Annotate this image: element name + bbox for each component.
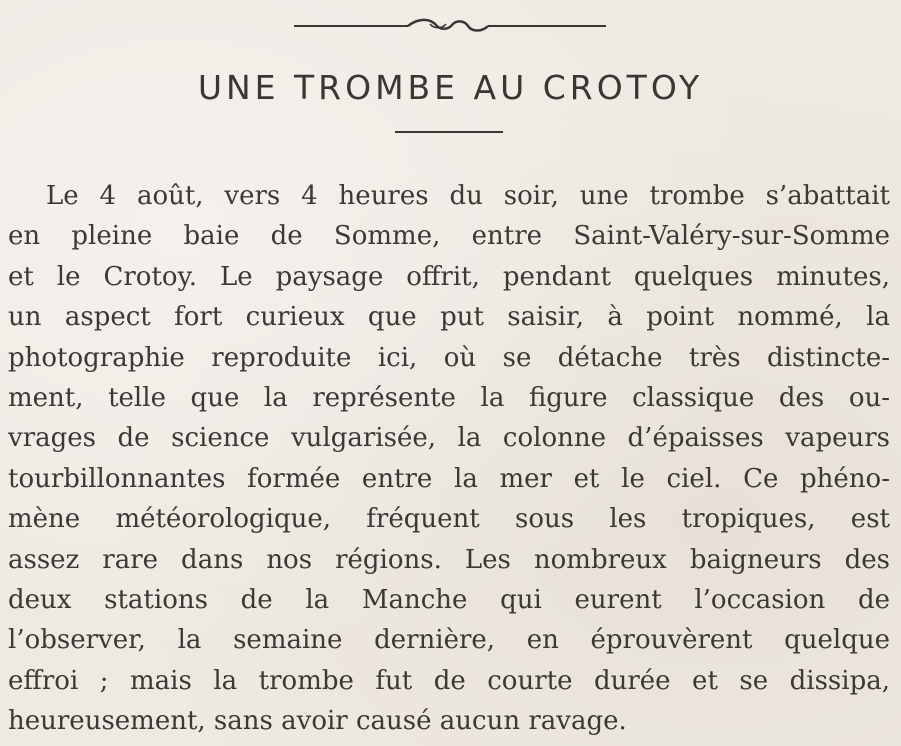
title-underline xyxy=(395,131,503,133)
body-line: effroi ; mais la trombe fut de courte durée et se dissipa, xyxy=(8,665,890,696)
article-body xyxy=(8,176,890,741)
body-line: heureusement, sans avoir causé aucun ravage. xyxy=(8,706,627,737)
body-line: assez rare dans nos régions. Les nombreux baigneurs des xyxy=(8,544,890,575)
body-line: un aspect fort curieux que put saisir, à point nommé, la xyxy=(8,302,890,333)
body-line: mène météorologique, fréquent sous les tropiques, est xyxy=(8,504,890,535)
body-line: deux stations de la Manche qui eurent l’occasion de xyxy=(8,584,890,615)
body-line: photographie reproduite ici, où se détache très distincte- xyxy=(8,342,890,373)
body-line: et le Crotoy. Le paysage offrit, pendant quelques minutes, xyxy=(8,261,890,292)
body-line: tourbillonnantes formée entre la mer et le ciel. Ce phéno- xyxy=(8,463,890,494)
body-line: en pleine baie de Somme, entre Saint-Valéry-sur-Somme xyxy=(8,221,890,252)
article-title: UNE TROMBE AU CROTOY xyxy=(197,68,704,107)
body-line: Le 4 août, vers 4 heures du soir, une trombe s’abattait xyxy=(46,181,890,211)
body-line: vrages de science vulgarisée, la colonne d’épaisses vapeurs xyxy=(8,423,890,454)
body-line: ment, telle que la représente la figure classique des ou- xyxy=(8,382,890,413)
body-line: l’observer, la semaine dernière, en éprouvèrent quelque xyxy=(8,625,890,656)
ornament-divider-icon xyxy=(290,14,610,38)
